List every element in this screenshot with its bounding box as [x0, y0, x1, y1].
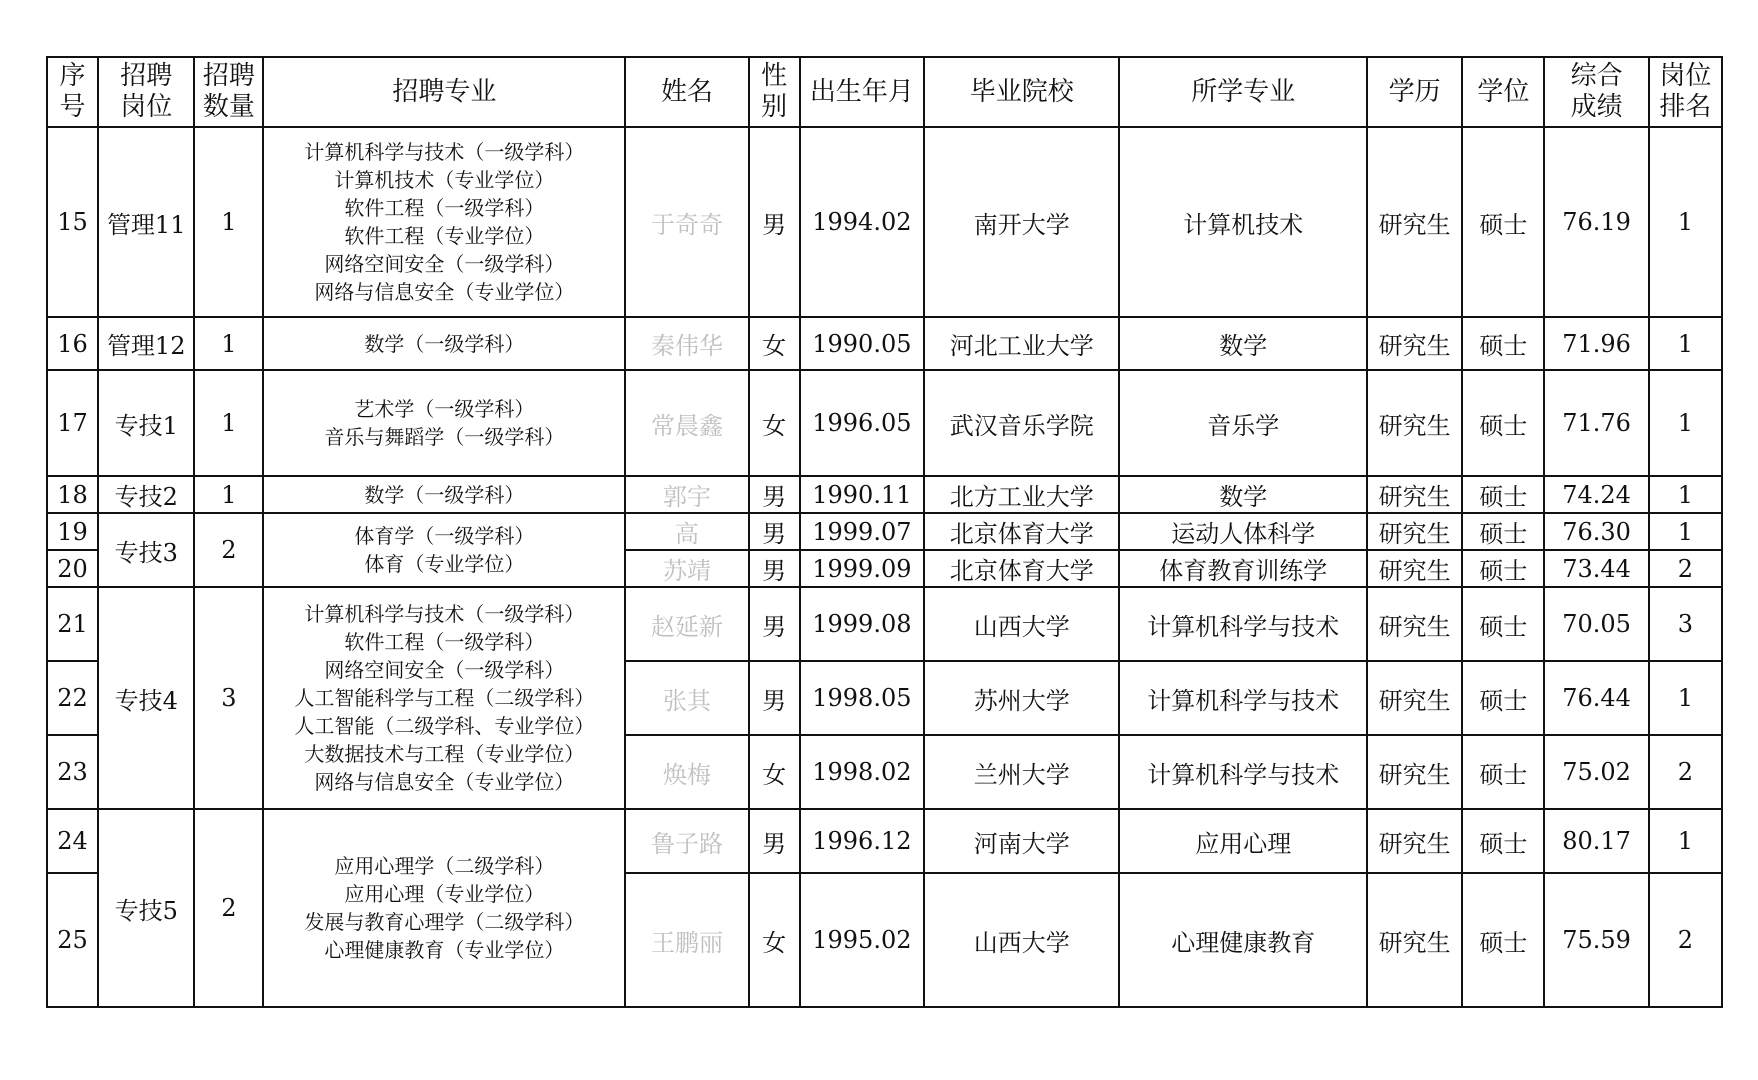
cell-birth: 1994.02: [800, 127, 924, 317]
cell-seq: 21: [47, 587, 98, 661]
header-degree: 学位: [1462, 57, 1544, 127]
cell-score: 70.05: [1544, 587, 1648, 661]
cell-gender: 男: [749, 809, 800, 873]
cell-name: 焕梅: [625, 735, 748, 809]
major-requirement: 体育学（一级学科）: [354, 524, 535, 548]
cell-school: 兰州大学: [924, 735, 1119, 809]
cell-seq: 20: [47, 550, 98, 587]
cell-name: 秦伟华: [625, 317, 748, 370]
cell-major: 应用心理: [1119, 809, 1367, 873]
cell-seq: 18: [47, 476, 98, 513]
cell-birth: 1999.08: [800, 587, 924, 661]
cell-seq: 24: [47, 809, 98, 873]
cell-name: 赵延新: [625, 587, 748, 661]
cell-birth: 1999.09: [800, 550, 924, 587]
major-requirement: 网络空间安全（一级学科）: [324, 658, 565, 682]
table-row: [47, 127, 1722, 317]
cell-major: 运动人体科学: [1119, 513, 1367, 550]
cell-count: 1: [194, 370, 263, 476]
cell-major: 计算机科学与技术: [1119, 735, 1367, 809]
cell-post: 专技4: [98, 587, 194, 809]
cell-name: 于奇奇: [625, 127, 748, 317]
cell-edu: 研究生: [1367, 513, 1462, 550]
cell-post: 专技2: [98, 476, 194, 513]
cell-name: 王鹏丽: [625, 873, 748, 1007]
header-seq: 序 号: [47, 57, 98, 127]
cell-degree: 硕士: [1462, 587, 1544, 661]
cell-degree: 硕士: [1462, 735, 1544, 809]
cell-birth: 1990.11: [800, 476, 924, 513]
cell-school: 河北工业大学: [924, 317, 1119, 370]
cell-degree: 硕士: [1462, 317, 1544, 370]
cell-major: 计算机技术: [1119, 127, 1367, 317]
cell-score: 71.96: [1544, 317, 1648, 370]
cell-post: 专技3: [98, 513, 194, 587]
major-requirement: 计算机科学与技术（一级学科）: [304, 602, 585, 626]
cell-major-requirements: [263, 513, 625, 587]
cell-count: 1: [194, 476, 263, 513]
cell-post: 管理11: [98, 127, 194, 317]
cell-name: 高: [625, 513, 748, 550]
table-row: [47, 317, 1722, 370]
cell-rank: 1: [1649, 127, 1722, 317]
cell-post: 专技1: [98, 370, 194, 476]
header-gender: 性 别: [749, 57, 800, 127]
cell-edu: 研究生: [1367, 370, 1462, 476]
cell-rank: 3: [1649, 587, 1722, 661]
header-school: 毕业院校: [924, 57, 1119, 127]
major-requirement: 网络与信息安全（专业学位）: [314, 770, 575, 794]
cell-edu: 研究生: [1367, 809, 1462, 873]
cell-school: 南开大学: [924, 127, 1119, 317]
major-requirement: 大数据技术与工程（专业学位）: [304, 742, 585, 766]
cell-school: 河南大学: [924, 809, 1119, 873]
cell-count: 2: [194, 513, 263, 587]
cell-seq: 17: [47, 370, 98, 476]
cell-edu: 研究生: [1367, 873, 1462, 1007]
cell-post: 专技5: [98, 809, 194, 1007]
cell-degree: 硕士: [1462, 809, 1544, 873]
cell-school: 北京体育大学: [924, 550, 1119, 587]
cell-rank: 1: [1649, 476, 1722, 513]
header-edu: 学历: [1367, 57, 1462, 127]
cell-rank: 2: [1649, 735, 1722, 809]
cell-school: 北京体育大学: [924, 513, 1119, 550]
cell-name: 鲁子路: [625, 809, 748, 873]
cell-post: 管理12: [98, 317, 194, 370]
major-requirement: 软件工程（一级学科）: [344, 630, 545, 654]
major-requirement: 人工智能（二级学科、专业学位）: [294, 714, 595, 738]
header-rank: 岗位 排名: [1649, 57, 1722, 127]
cell-birth: 1995.02: [800, 873, 924, 1007]
cell-major: 体育教育训练学: [1119, 550, 1367, 587]
cell-degree: 硕士: [1462, 513, 1544, 550]
recruitment-results-table: [46, 56, 1723, 1008]
cell-rank: 1: [1649, 513, 1722, 550]
cell-name: 郭宇: [625, 476, 748, 513]
cell-score: 71.76: [1544, 370, 1648, 476]
cell-major: 音乐学: [1119, 370, 1367, 476]
cell-major-requirements: [263, 370, 625, 476]
cell-birth: 1996.05: [800, 370, 924, 476]
cell-score: 73.44: [1544, 550, 1648, 587]
major-requirement: 软件工程（专业学位）: [344, 224, 545, 248]
cell-name: 苏靖: [625, 550, 748, 587]
major-requirement: 音乐与舞蹈学（一级学科）: [324, 425, 565, 449]
cell-major: 数学: [1119, 476, 1367, 513]
cell-birth: 1998.02: [800, 735, 924, 809]
header-count: 招聘 数量: [194, 57, 263, 127]
cell-degree: 硕士: [1462, 370, 1544, 476]
table-row: [47, 513, 1722, 550]
major-requirement: 体育（专业学位）: [364, 552, 525, 576]
table-row: [47, 370, 1722, 476]
cell-edu: 研究生: [1367, 317, 1462, 370]
cell-edu: 研究生: [1367, 587, 1462, 661]
cell-rank: 1: [1649, 661, 1722, 735]
cell-seq: 22: [47, 661, 98, 735]
cell-degree: 硕士: [1462, 127, 1544, 317]
cell-gender: 女: [749, 370, 800, 476]
cell-birth: 1996.12: [800, 809, 924, 873]
header-major: 所学专业: [1119, 57, 1367, 127]
cell-rank: 1: [1649, 809, 1722, 873]
major-requirement: 网络空间安全（一级学科）: [324, 252, 565, 276]
cell-gender: 男: [749, 587, 800, 661]
cell-major-requirements: [263, 476, 625, 513]
cell-degree: 硕士: [1462, 550, 1544, 587]
cell-school: 武汉音乐学院: [924, 370, 1119, 476]
cell-rank: 1: [1649, 370, 1722, 476]
cell-gender: 男: [749, 513, 800, 550]
header-birth: 出生年月: [800, 57, 924, 127]
cell-gender: 男: [749, 661, 800, 735]
cell-birth: 1998.05: [800, 661, 924, 735]
major-requirement: 发展与教育心理学（二级学科）: [304, 910, 585, 934]
major-requirement: 应用心理（专业学位）: [344, 882, 545, 906]
cell-gender: 男: [749, 476, 800, 513]
cell-seq: 15: [47, 127, 98, 317]
major-requirement: 应用心理学（二级学科）: [334, 854, 555, 878]
cell-birth: 1990.05: [800, 317, 924, 370]
major-requirement: 软件工程（一级学科）: [344, 196, 545, 220]
major-requirement: 数学（一级学科）: [364, 482, 525, 507]
major-requirement: 计算机技术（专业学位）: [334, 168, 555, 192]
cell-score: 74.24: [1544, 476, 1648, 513]
cell-gender: 女: [749, 873, 800, 1007]
cell-rank: 2: [1649, 550, 1722, 587]
cell-edu: 研究生: [1367, 127, 1462, 317]
cell-major-requirements: [263, 809, 625, 1007]
major-requirement: 人工智能科学与工程（二级学科）: [294, 686, 595, 710]
cell-seq: 16: [47, 317, 98, 370]
cell-edu: 研究生: [1367, 735, 1462, 809]
cell-count: 3: [194, 587, 263, 809]
cell-birth: 1999.07: [800, 513, 924, 550]
table-row: [47, 476, 1722, 513]
cell-gender: 男: [749, 127, 800, 317]
cell-score: 75.59: [1544, 873, 1648, 1007]
cell-major-requirements: [263, 317, 625, 370]
table-row: [47, 587, 1722, 661]
header-name: 姓名: [625, 57, 748, 127]
cell-edu: 研究生: [1367, 476, 1462, 513]
cell-name: 常晨鑫: [625, 370, 748, 476]
cell-name: 张其: [625, 661, 748, 735]
cell-edu: 研究生: [1367, 661, 1462, 735]
cell-rank: 1: [1649, 317, 1722, 370]
major-requirement: 计算机科学与技术（一级学科）: [304, 140, 585, 164]
cell-school: 北方工业大学: [924, 476, 1119, 513]
header-major-req: 招聘专业: [263, 57, 625, 127]
header-post: 招聘 岗位: [98, 57, 194, 127]
cell-gender: 女: [749, 735, 800, 809]
cell-school: 山西大学: [924, 587, 1119, 661]
cell-degree: 硕士: [1462, 873, 1544, 1007]
major-requirement: 心理健康教育（专业学位）: [324, 938, 565, 962]
cell-rank: 2: [1649, 873, 1722, 1007]
cell-school: 苏州大学: [924, 661, 1119, 735]
cell-major: 心理健康教育: [1119, 873, 1367, 1007]
cell-seq: 19: [47, 513, 98, 550]
cell-major-requirements: [263, 587, 625, 809]
cell-major: 计算机科学与技术: [1119, 661, 1367, 735]
header-row: [47, 57, 1722, 127]
cell-gender: 女: [749, 317, 800, 370]
cell-seq: 23: [47, 735, 98, 809]
major-requirement: 数学（一级学科）: [364, 331, 525, 356]
cell-gender: 男: [749, 550, 800, 587]
cell-major: 计算机科学与技术: [1119, 587, 1367, 661]
cell-count: 1: [194, 317, 263, 370]
cell-count: 2: [194, 809, 263, 1007]
cell-degree: 硕士: [1462, 661, 1544, 735]
major-requirement: 网络与信息安全（专业学位）: [314, 280, 575, 304]
cell-score: 76.44: [1544, 661, 1648, 735]
cell-seq: 25: [47, 873, 98, 1007]
cell-edu: 研究生: [1367, 550, 1462, 587]
cell-major-requirements: [263, 127, 625, 317]
cell-score: 75.02: [1544, 735, 1648, 809]
cell-degree: 硕士: [1462, 476, 1544, 513]
table-row: [47, 809, 1722, 873]
cell-count: 1: [194, 127, 263, 317]
cell-school: 山西大学: [924, 873, 1119, 1007]
cell-score: 76.19: [1544, 127, 1648, 317]
major-requirement: 艺术学（一级学科）: [354, 397, 535, 421]
cell-score: 76.30: [1544, 513, 1648, 550]
cell-major: 数学: [1119, 317, 1367, 370]
cell-score: 80.17: [1544, 809, 1648, 873]
header-score: 综合 成绩: [1544, 57, 1648, 127]
